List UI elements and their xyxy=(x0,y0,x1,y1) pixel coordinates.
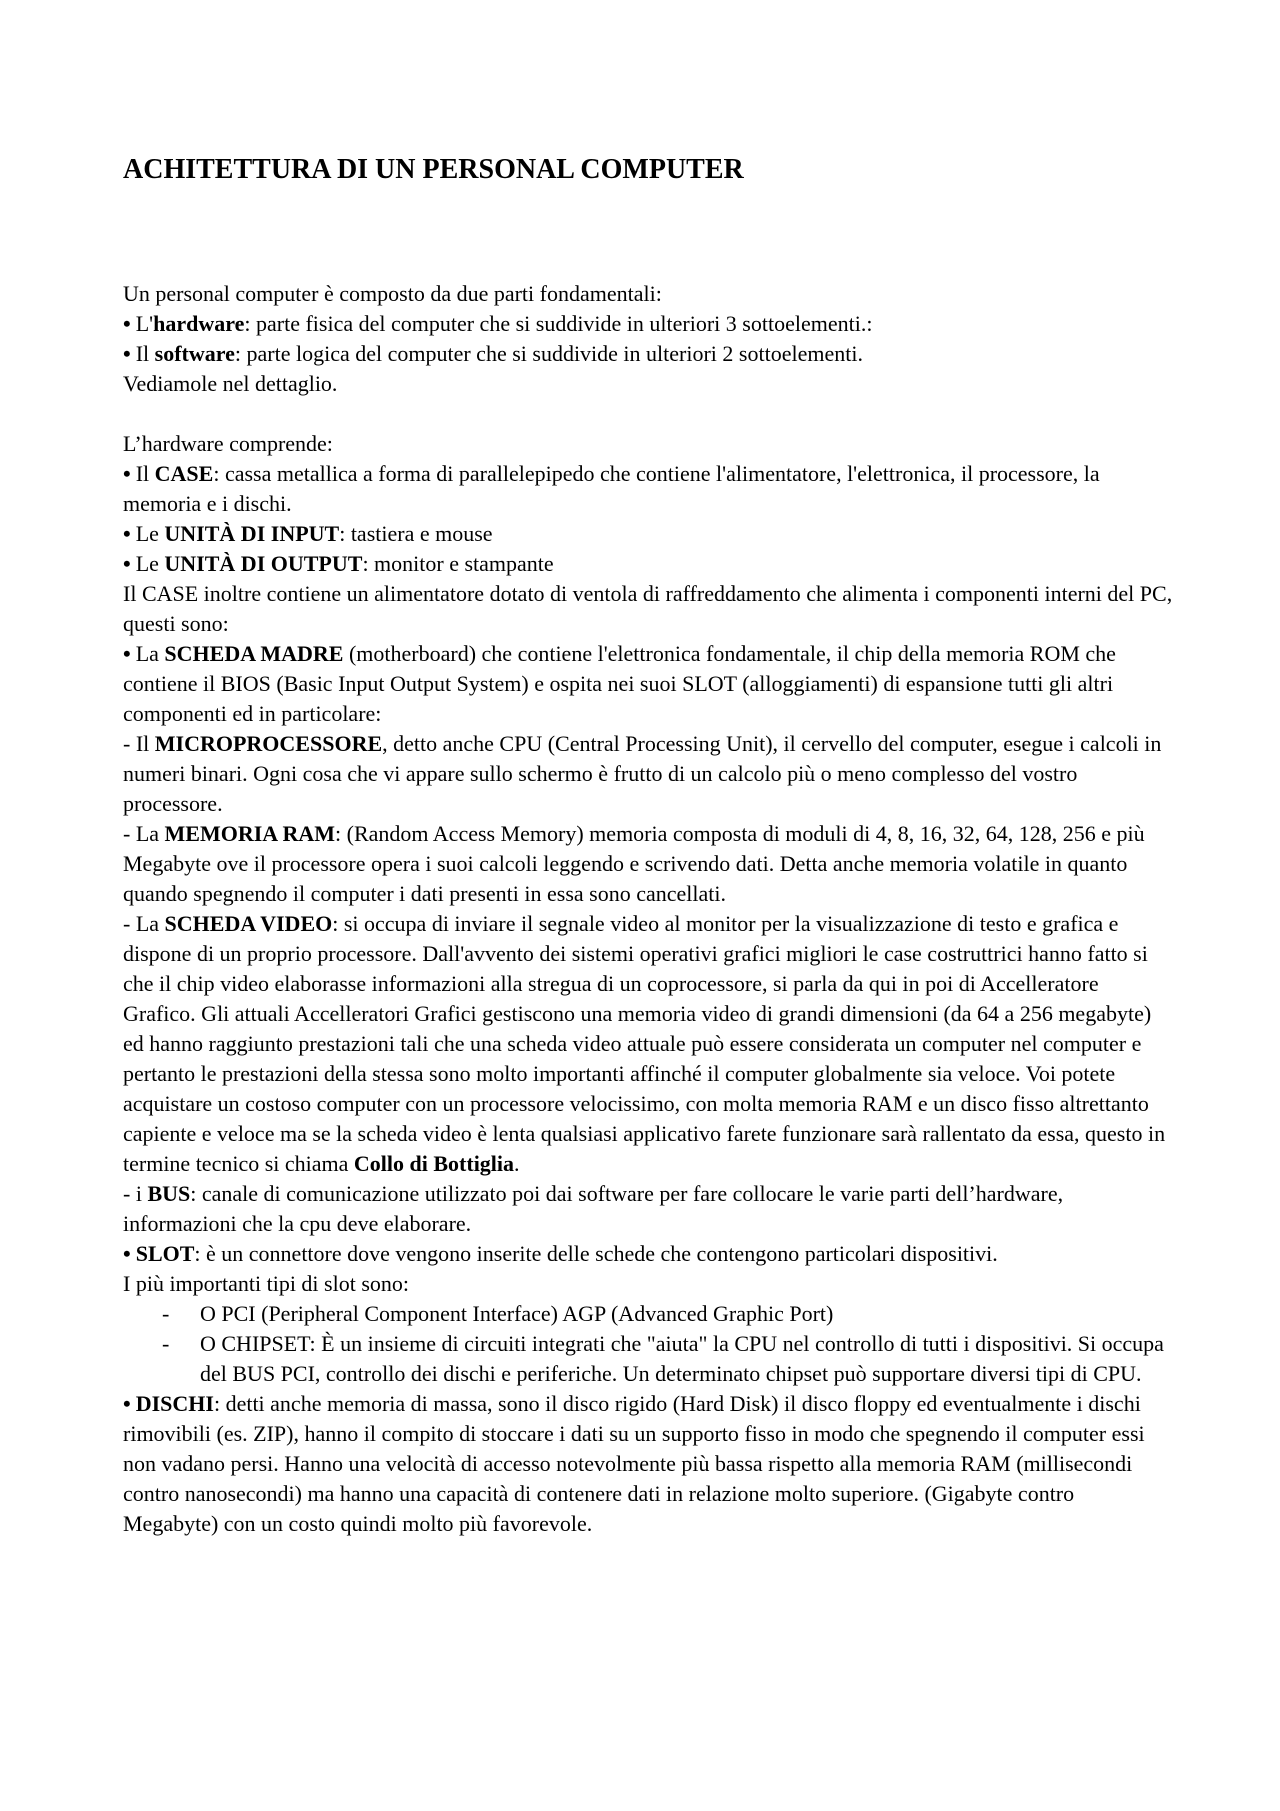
term-input: UNITÀ DI INPUT xyxy=(164,521,340,546)
spacer xyxy=(123,399,1173,429)
term-case: CASE xyxy=(154,461,214,486)
term-cpu: MICROPROCESSORE xyxy=(154,731,383,756)
hardware-heading: L’hardware comprende: xyxy=(123,431,333,456)
text: : parte logica del computer che si suddivide in ulteriori 2 sottoelementi. xyxy=(234,341,863,366)
slot-types-heading: I più importanti tipi di slot sono: xyxy=(123,1271,409,1296)
text: : monitor e stampante xyxy=(362,551,554,576)
text: (motherboard) che contiene l'elettronica fondamentale, il chip della memoria ROM che contiene il BIOS (Basic Input Output System) e ospita nei suoi SLOT (alloggiamenti) di espansione tutti gli altri componenti ed in particolare: xyxy=(123,641,1116,726)
text: La xyxy=(135,641,165,666)
text: : cassa metallica a forma di parallelepipedo che contiene l'alimentatore, l'elettronica, il processore, la memoria e i dischi. xyxy=(123,461,1100,516)
text: - i xyxy=(123,1181,148,1206)
term-motherboard: SCHEDA MADRE xyxy=(164,641,344,666)
term-ram: MEMORIA RAM xyxy=(164,821,336,846)
bullet-software xyxy=(123,339,1173,369)
list-item: - O CHIPSET: È un insieme di circuiti integrati che "aiuta" la CPU nel controllo di tutti i dispositivi. Si occupa del BUS PCI, controllo dei dischi e periferiche. Un determinato chipset può supportare diversi tipi di CPU. xyxy=(123,1329,1173,1389)
bullet-slot xyxy=(123,1239,1173,1269)
text: Il xyxy=(135,461,155,486)
text: - La xyxy=(123,821,165,846)
term-bus: BUS xyxy=(147,1181,191,1206)
text: L' xyxy=(135,311,154,336)
text: - La xyxy=(123,911,165,936)
text: Il xyxy=(135,341,155,366)
case-extra: Il CASE inoltre contiene un alimentatore dotato di ventola di raffreddamento che alimenta i componenti interni del PC, questi sono: xyxy=(123,581,1173,636)
text: : canale di comunicazione utilizzato poi dai software per fare collocare le varie parti dell’hardware, informazioni che la cpu deve elaborare. xyxy=(123,1181,1064,1236)
term-video: SCHEDA VIDEO xyxy=(164,911,333,936)
term-slot: SLOT xyxy=(135,1241,195,1266)
text: : è un connettore dove vengono inserite delle schede che contengono particolari dispositivi. xyxy=(194,1241,998,1266)
text: : si occupa di inviare il segnale video al monitor per la visualizzazione di testo e grafica e dispone di un proprio processore. Dall'avvento dei sistemi operativi grafici migliori le case costruttrici hanno fatto si che il chip video elaborasse informazioni alla stregua di un coprocessore, si parla da qui in poi di Accelleratore Grafico. Gli attuali Accelleratori Grafici gestiscono una memoria video di grandi dimensioni (da 64 a 256 megabyte) ed hanno raggiunto prestazioni tali che una scheda video attuale può essere considerata un computer nel computer e pertanto le prestazioni della stessa sono molto importanti affinché il computer globalmente sia veloce. Voi potete acquistare un costoso computer con un processore velocissimo, con molta memoria RAM e un disco fisso altrettanto capiente e veloce ma se la scheda video è lenta qualsiasi applicativo farete funzionare sarà rallentato da essa, questo in termine tecnico si chiama xyxy=(123,911,1166,1176)
text: Le xyxy=(135,521,165,546)
page-title: ACHITETTURA DI UN PERSONAL COMPUTER xyxy=(123,154,744,185)
bullet-case xyxy=(123,459,1173,519)
text: . xyxy=(514,1151,520,1176)
text: : tastiera e mouse xyxy=(339,521,493,546)
text: : parte fisica del computer che si suddivide in ulteriori 3 sottoelementi.: xyxy=(244,311,873,336)
item-ram xyxy=(123,819,1173,909)
text: Le xyxy=(135,551,165,576)
document-body xyxy=(123,279,1173,1539)
item-bus xyxy=(123,1179,1173,1239)
term-output: UNITÀ DI OUTPUT xyxy=(164,551,363,576)
text: : detti anche memoria di massa, sono il disco rigido (Hard Disk) il disco floppy ed eventualmente i dischi rimovibili (es. ZIP), hanno il compito di stoccare i dati su un supporto fisso in modo che spegnendo il computer essi non vadano persi. Hanno una velocità di accesso notevolmente più bassa rispetto alla memoria RAM (millisecondi contro nanosecondi) ma hanno una capacità di contenere dati in relazione molto superiore. (Gigabyte contro Megabyte) con un costo quindi molto più favorevole. xyxy=(123,1391,1145,1536)
bullet-motherboard xyxy=(123,639,1173,729)
term-disks: DISCHI xyxy=(135,1391,214,1416)
text: : (Random Access Memory) memoria composta di moduli di 4, 8, 16, 32, 64, 128, 256 e più Megabyte ove il processore opera i suoi calcoli leggendo e scrivendo dati. Detta anche memoria volatile in quanto quando spegnendo il computer i dati presenti in essa sono cancellati. xyxy=(123,821,1145,906)
list-item: - O PCI (Peripheral Component Interface) AGP (Advanced Graphic Port) xyxy=(123,1299,1173,1329)
bullet-output xyxy=(123,549,1173,579)
term-bottleneck: Collo di Bottiglia xyxy=(353,1151,515,1176)
text: , detto anche CPU (Central Processing Unit), il cervello del computer, esegue i calcoli in numeri binari. Ogni cosa che vi appare sullo schermo è frutto di un calcolo più o meno complesso del vostro processore. xyxy=(123,731,1162,816)
intro-outro: Vediamole nel dettaglio. xyxy=(123,371,338,396)
item-video xyxy=(123,909,1173,1179)
text: - Il xyxy=(123,731,155,756)
bullet-disks xyxy=(123,1389,1173,1539)
bullet-hardware xyxy=(123,309,1173,339)
bullet-input xyxy=(123,519,1173,549)
term-hardware: hardware xyxy=(153,311,245,336)
item-cpu xyxy=(123,729,1173,819)
intro-line: Un personal computer è composto da due parti fondamentali: xyxy=(123,281,662,306)
term-software: software xyxy=(154,341,235,366)
